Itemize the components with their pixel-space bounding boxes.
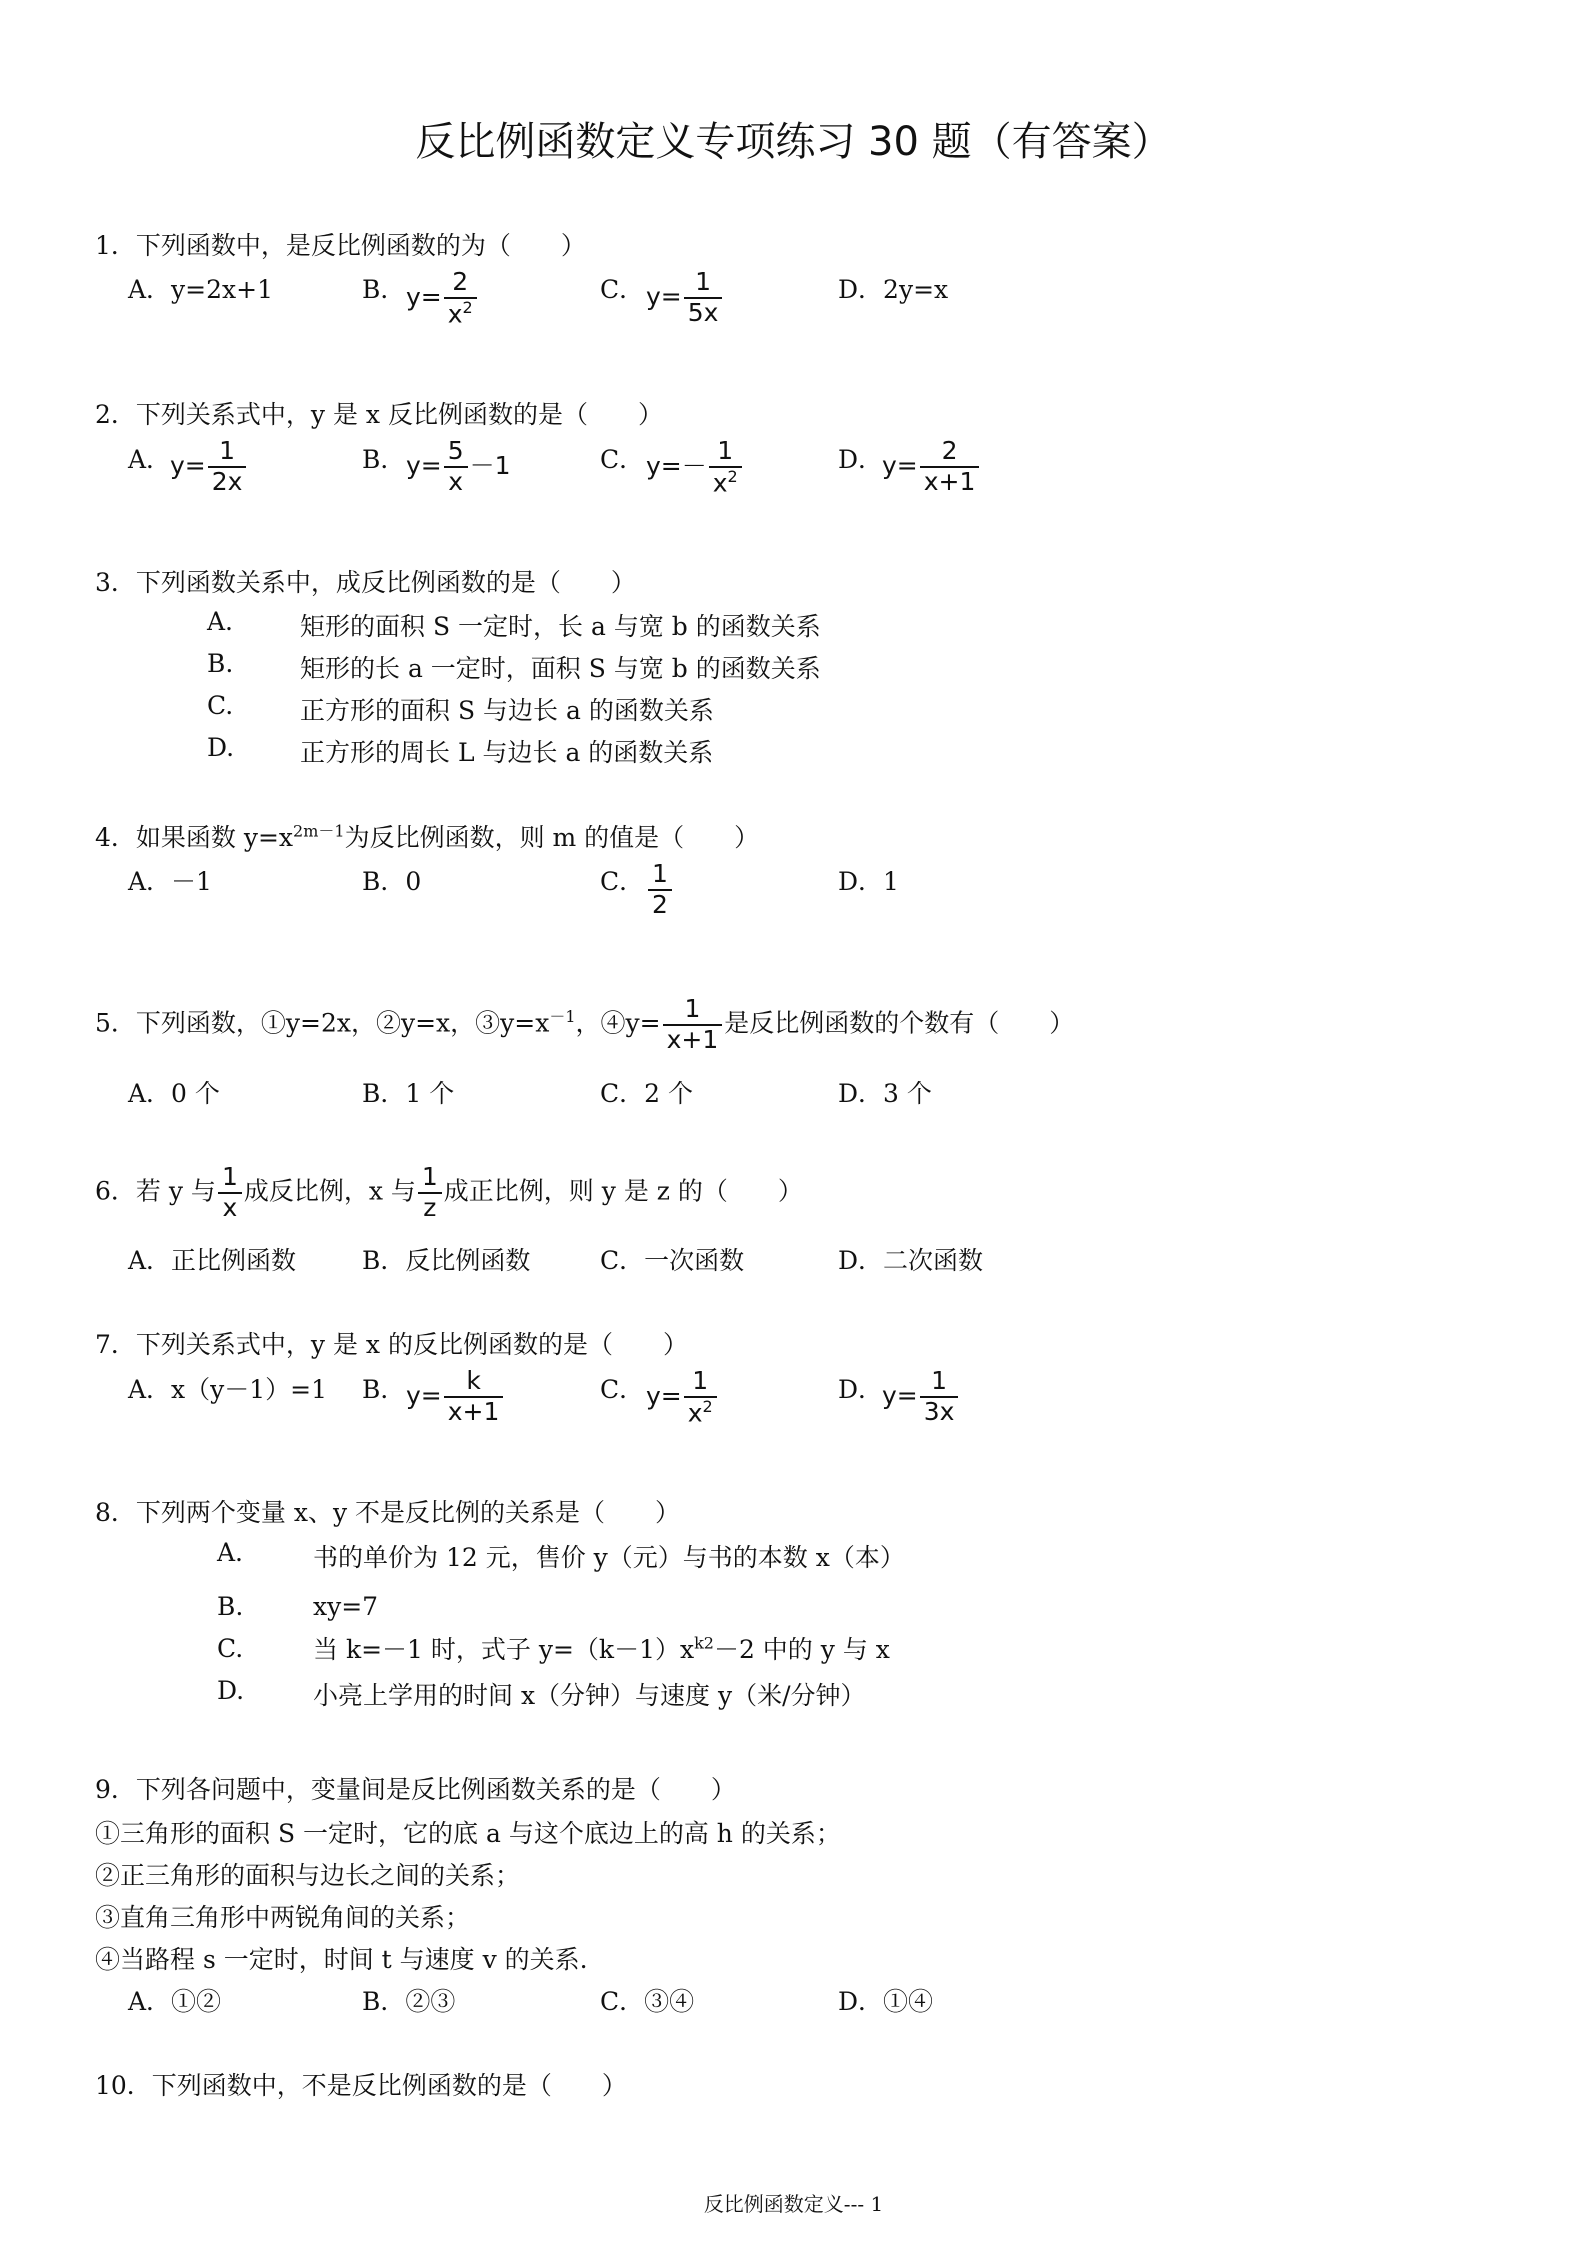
- q9-item-4: ④当路程 s 一定时，时间 t 与速度 v 的关系.: [95, 1945, 588, 1974]
- q8-option-b: xy=7: [313, 1592, 379, 1621]
- q8-option-c: 当 k=－1 时，式子 $y=(k-1)x^{k2}-2$ 中的 y 与 x: [313, 1633, 890, 1664]
- q3-option-d: 正方形的周长 L 与边长 a 的函数关系: [300, 738, 714, 767]
- question-7: 7．下列关系式中，y 是 x 的反比例函数的是（ ）: [95, 1330, 688, 1359]
- question-1: 1．下列函数中，是反比例函数的为（ ）: [95, 231, 586, 260]
- q2-option-a-label: A．: [128, 445, 172, 474]
- q2-option-a: y= $\frac{1}{2x}$: [170, 437, 248, 497]
- q9-option-c: C．③④: [600, 1987, 695, 2016]
- q5-option-a: A．0 个: [128, 1079, 220, 1108]
- q1-option-a: A．y=2x+1: [128, 275, 273, 304]
- q2-option-c-label: C．: [600, 445, 645, 474]
- question-2: 2．下列关系式中，y 是 x 反比例函数的是（ ）: [95, 400, 663, 429]
- q4-option-c: $\frac{1}{2}$: [646, 860, 674, 920]
- question-6: 6．若 y 与 $\frac{1}{x}$ 成反比例，x 与 $\frac{1}{z}$ 成正比例，则 y 是 z 的（ ）: [95, 1162, 803, 1222]
- q6-option-b: B．反比例函数: [362, 1246, 531, 1275]
- q7-option-d: y= $\frac{1}{3x}$: [882, 1367, 960, 1427]
- q2-option-d: y= $\frac{2}{x+1}$: [882, 437, 981, 497]
- q2-option-c: y=－ $\frac{1}{x^2}$: [646, 437, 744, 498]
- q9-item-3: ③直角三角形中两锐角间的关系；: [95, 1903, 471, 1932]
- q8-option-c-label: C.: [217, 1634, 244, 1663]
- question-4: 4．如果函数 $y=x^{2m-1}$为反比例函数，则 m 的值是（ ）: [95, 821, 760, 852]
- question-8: 8．下列两个变量 x、y 不是反比例的关系是（ ）: [95, 1498, 681, 1527]
- q7-option-d-label: D．: [838, 1375, 884, 1404]
- q4-option-d: D．1: [838, 867, 899, 896]
- q4-option-c-label: C．: [600, 867, 645, 896]
- question-5: 5．下列函数，①y=2x，②y=x，$③y=x^{-1}$，④y= $\frac{1}{x+1}$ 是反比例函数的个数有（ ）: [95, 994, 1075, 1054]
- q2-option-b: y= $\frac{5}{x}$ －1: [406, 436, 511, 496]
- q3-option-b-label: B.: [207, 649, 234, 678]
- q1-option-c: y= $\frac{1}{5x}$: [646, 268, 724, 328]
- q3-option-c-label: C.: [207, 691, 234, 720]
- q8-option-a: 书的单价为 12 元，售价 y（元）与书的本数 x（本）: [313, 1543, 905, 1572]
- q3-option-c: 正方形的面积 S 与边长 a 的函数关系: [300, 696, 714, 725]
- q1-option-b-label: B．: [362, 275, 406, 304]
- q4-option-a: A．－1: [128, 867, 212, 896]
- q9-option-d: D．①④: [838, 1987, 934, 2016]
- q1-option-c-label: C．: [600, 275, 645, 304]
- question-9: 9．下列各问题中，变量间是反比例函数关系的是（ ）: [95, 1775, 736, 1804]
- q7-option-c-label: C．: [600, 1375, 645, 1404]
- page-footer: 反比例函数定义--- 1: [703, 2192, 884, 2216]
- q8-option-b-label: B.: [217, 1592, 244, 1621]
- q3-option-a-label: A.: [207, 607, 234, 636]
- q7-option-b-label: B．: [362, 1375, 406, 1404]
- q9-option-b: B．②③: [362, 1987, 456, 2016]
- q2-option-d-label: D．: [838, 445, 884, 474]
- q3-option-a: 矩形的面积 S 一定时，长 a 与宽 b 的函数关系: [300, 612, 821, 641]
- question-10: 10．下列函数中，不是反比例函数的是（ ）: [95, 2071, 627, 2100]
- q3-option-b: 矩形的长 a 一定时，面积 S 与宽 b 的函数关系: [300, 654, 821, 683]
- q9-option-a: A．①②: [128, 1987, 222, 2016]
- q5-option-d: D．3 个: [838, 1079, 932, 1108]
- q7-option-c: y= $\frac{1}{x^2}$: [646, 1367, 719, 1428]
- q4-option-b: B．0: [362, 867, 422, 896]
- q1-option-b: y= $\frac{2}{x^2}$: [406, 268, 479, 329]
- q8-option-d: 小亮上学用的时间 x（分钟）与速度 y（米/分钟）: [313, 1681, 866, 1710]
- q2-option-b-label: B．: [362, 445, 406, 474]
- q8-option-a-label: A.: [217, 1538, 244, 1567]
- q6-option-a: A．正比例函数: [128, 1246, 297, 1275]
- q9-item-2: ②正三角形的面积与边长之间的关系；: [95, 1861, 521, 1890]
- q5-option-b: B．1 个: [362, 1079, 455, 1108]
- q1-option-d: D．2y=x: [838, 275, 949, 304]
- q9-item-1: ①三角形的面积 S 一定时，它的底 a 与这个底边上的高 h 的关系；: [95, 1819, 841, 1848]
- q6-option-c: C．一次函数: [600, 1246, 745, 1275]
- page-title: 反比例函数定义专项练习 30 题（有答案）: [415, 119, 1172, 165]
- question-3: 3．下列函数关系中，成反比例函数的是（ ）: [95, 568, 636, 597]
- q3-option-d-label: D.: [207, 733, 235, 762]
- q8-option-d-label: D.: [217, 1676, 245, 1705]
- q7-option-a: A．x（y－1）=1: [128, 1375, 328, 1404]
- q6-option-d: D．二次函数: [838, 1246, 984, 1275]
- q7-option-b: y= $\frac{k}{x+1}$: [406, 1367, 505, 1427]
- q5-option-c: C．2 个: [600, 1079, 693, 1108]
